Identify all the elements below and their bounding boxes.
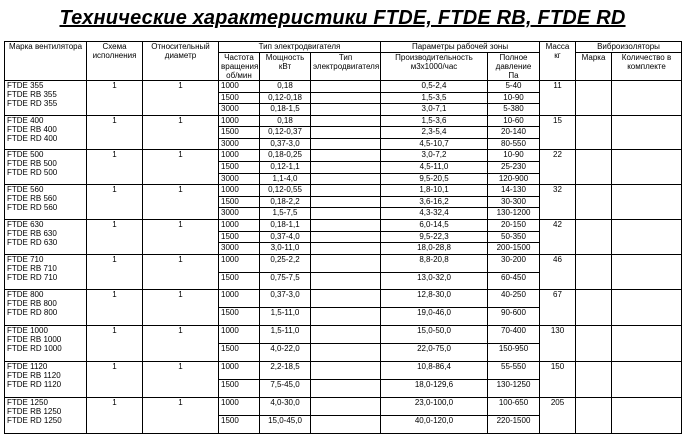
header-capacity: Производительность м3х1000/час (381, 53, 488, 81)
vibro-brand-cell (576, 397, 612, 433)
model-name: FTDE 1000 (7, 326, 48, 336)
table-row (5, 397, 682, 415)
motor-type-cell (311, 127, 381, 139)
vibro-brand-cell (576, 219, 612, 254)
power-cell: 0,12-0,18 (260, 92, 311, 104)
capacity-cell: 4,5-11,0 (381, 162, 488, 174)
capacity-cell: 15,0-50,0 (381, 326, 488, 344)
mass-cell: 67 (540, 290, 576, 326)
table-row (5, 185, 682, 197)
pressure-cell: 20-140 (488, 127, 540, 139)
header-vibro-quantity: Количество в комплекте (612, 53, 682, 81)
table-body (5, 81, 682, 434)
rotation-speed-cell: 1500 (219, 380, 260, 398)
diameter-cell: 1 (143, 219, 219, 254)
header-work-zone-group: Параметры рабочей зоны (381, 42, 540, 53)
power-cell: 0,12-1,1 (260, 162, 311, 174)
header-vibro-group: Виброизоляторы (576, 42, 682, 53)
pressure-cell: 20-150 (488, 219, 540, 231)
pressure-cell: 40-250 (488, 290, 540, 308)
model-name: FTDE RB 1250 (7, 406, 62, 416)
power-cell: 0,12-0,37 (260, 127, 311, 139)
pressure-cell: 80-550 (488, 138, 540, 150)
motor-type-cell (311, 397, 381, 415)
rotation-speed-cell: 1500 (219, 308, 260, 326)
capacity-cell: 9,5-20,5 (381, 173, 488, 185)
capacity-cell: 0,5-2,4 (381, 81, 488, 93)
model-name: FTDE RD 355 (7, 99, 58, 108)
pressure-cell: 150-950 (488, 344, 540, 362)
power-cell: 0,37-3,0 (260, 138, 311, 150)
table-row (5, 81, 682, 93)
motor-type-cell (311, 150, 381, 162)
pressure-cell: 130-1200 (488, 208, 540, 220)
motor-type-cell (311, 380, 381, 398)
power-cell: 4,0-30,0 (260, 397, 311, 415)
rotation-speed-cell: 1000 (219, 326, 260, 344)
capacity-cell: 1,5-3,6 (381, 115, 488, 127)
pressure-cell: 200-1500 (488, 243, 540, 255)
motor-type-cell (311, 185, 381, 197)
model-cell (5, 185, 87, 220)
motor-type-cell (311, 415, 381, 433)
rotation-speed-cell: 1000 (219, 362, 260, 380)
vibro-quantity-cell (612, 326, 682, 362)
vibro-brand-cell (576, 290, 612, 326)
diameter-cell: 1 (143, 254, 219, 290)
rotation-speed-cell: 1500 (219, 92, 260, 104)
capacity-cell: 3,0-7,2 (381, 150, 488, 162)
power-cell: 0,18-1,1 (260, 219, 311, 231)
capacity-cell: 10,8-86,4 (381, 362, 488, 380)
rotation-speed-cell: 1500 (219, 344, 260, 362)
scheme-cell: 1 (87, 397, 143, 433)
capacity-cell: 22,0-75,0 (381, 344, 488, 362)
motor-type-cell (311, 196, 381, 208)
table-row (5, 219, 682, 231)
power-cell: 7,5-45,0 (260, 380, 311, 398)
model-name: FTDE RD 1120 (7, 380, 62, 390)
model-cell (5, 254, 87, 290)
model-cell (5, 362, 87, 398)
header-scheme: Схема исполнения (87, 42, 143, 81)
motor-type-cell (311, 254, 381, 272)
vibro-brand-cell (576, 115, 612, 150)
pressure-cell: 220-1500 (488, 415, 540, 433)
power-cell: 2,2-18,5 (260, 362, 311, 380)
diameter-cell: 1 (143, 150, 219, 185)
rotation-speed-cell: 1000 (219, 81, 260, 93)
motor-type-cell (311, 362, 381, 380)
mass-cell: 46 (540, 254, 576, 290)
vibro-quantity-cell (612, 115, 682, 150)
capacity-cell: 4,3-32,4 (381, 208, 488, 220)
model-name: FTDE 710 (7, 254, 44, 264)
mass-cell: 150 (540, 362, 576, 398)
motor-type-cell (311, 104, 381, 116)
model-name: FTDE RB 710 (7, 263, 57, 273)
header-relative-diameter: Относительный диаметр (143, 42, 219, 81)
rotation-speed-cell: 3000 (219, 104, 260, 116)
capacity-cell: 12,8-30,0 (381, 290, 488, 308)
model-name: FTDE 400 (7, 115, 44, 125)
capacity-cell: 13,0-32,0 (381, 272, 488, 290)
table-row (5, 254, 682, 272)
spec-table (4, 41, 682, 434)
model-cell (5, 150, 87, 185)
vibro-brand-cell (576, 150, 612, 185)
model-name: FTDE RD 560 (7, 203, 58, 213)
rotation-speed-cell: 3000 (219, 138, 260, 150)
capacity-cell: 18,0-129,6 (381, 380, 488, 398)
model-cell (5, 326, 87, 362)
rotation-speed-cell: 1500 (219, 415, 260, 433)
model-name: FTDE RD 500 (7, 168, 58, 178)
capacity-cell: 6,0-14,5 (381, 219, 488, 231)
pressure-cell: 90-600 (488, 308, 540, 326)
power-cell: 0,18 (260, 81, 311, 93)
power-cell: 0,25-2,2 (260, 254, 311, 272)
power-cell: 0,37-3,0 (260, 290, 311, 308)
motor-type-cell (311, 231, 381, 243)
rotation-speed-cell: 1000 (219, 219, 260, 231)
scheme-cell: 1 (87, 362, 143, 398)
mass-cell: 22 (540, 150, 576, 185)
diameter-cell: 1 (143, 326, 219, 362)
diameter-cell: 1 (143, 81, 219, 116)
motor-type-cell (311, 243, 381, 255)
model-name: FTDE 355 (7, 81, 44, 90)
power-cell: 1,5-11,0 (260, 308, 311, 326)
power-cell: 1,5-7,5 (260, 208, 311, 220)
mass-cell: 32 (540, 185, 576, 220)
header-mass: Масса кг (540, 42, 576, 81)
pressure-cell: 14-130 (488, 185, 540, 197)
capacity-cell: 40,0-120,0 (381, 415, 488, 433)
model-name: FTDE RB 500 (7, 159, 57, 169)
rotation-speed-cell: 1500 (219, 162, 260, 174)
pressure-cell: 25-230 (488, 162, 540, 174)
capacity-cell: 23,0-100,0 (381, 397, 488, 415)
table-row (5, 362, 682, 380)
power-cell: 3,0-11,0 (260, 243, 311, 255)
model-name: FTDE RB 1120 (7, 371, 61, 381)
vibro-brand-cell (576, 254, 612, 290)
mass-cell: 205 (540, 397, 576, 433)
capacity-cell: 1,8-10,1 (381, 185, 488, 197)
mass-cell: 15 (540, 115, 576, 150)
motor-type-cell (311, 326, 381, 344)
model-name: FTDE 630 (7, 219, 44, 229)
pressure-cell: 60-450 (488, 272, 540, 290)
model-name: FTDE RD 1250 (7, 415, 62, 425)
power-cell: 0,18 (260, 115, 311, 127)
scheme-cell: 1 (87, 185, 143, 220)
rotation-speed-cell: 1500 (219, 231, 260, 243)
rotation-speed-cell: 3000 (219, 208, 260, 220)
header-power: Мощность кВт (260, 53, 311, 81)
vibro-quantity-cell (612, 150, 682, 185)
model-name: FTDE RD 630 (7, 237, 58, 247)
header-rotation-speed: Частота вращения об/мин (219, 53, 260, 81)
pressure-cell: 120-900 (488, 173, 540, 185)
power-cell: 0,37-4,0 (260, 231, 311, 243)
capacity-cell: 4,5-10,7 (381, 138, 488, 150)
vibro-brand-cell (576, 81, 612, 116)
rotation-speed-cell: 1000 (219, 185, 260, 197)
vibro-brand-cell (576, 326, 612, 362)
vibro-quantity-cell (612, 290, 682, 326)
model-name: FTDE RB 400 (7, 124, 57, 134)
power-cell: 15,0-45,0 (260, 415, 311, 433)
motor-type-cell (311, 344, 381, 362)
motor-type-cell (311, 308, 381, 326)
vibro-quantity-cell (612, 397, 682, 433)
model-name: FTDE 800 (7, 290, 44, 300)
power-cell: 0,18-1,5 (260, 104, 311, 116)
vibro-brand-cell (576, 362, 612, 398)
pressure-cell: 100-650 (488, 397, 540, 415)
power-cell: 0,18-2,2 (260, 196, 311, 208)
mass-cell: 11 (540, 81, 576, 116)
model-name: FTDE 1120 (7, 362, 48, 372)
diameter-cell: 1 (143, 290, 219, 326)
capacity-cell: 1,5-3,5 (381, 92, 488, 104)
table-row (5, 115, 682, 127)
motor-type-cell (311, 138, 381, 150)
header-model: Марка вентилятора (5, 42, 87, 81)
model-name: FTDE RB 560 (7, 194, 57, 204)
mass-cell: 130 (540, 326, 576, 362)
vibro-quantity-cell (612, 219, 682, 254)
capacity-cell: 8,8-20,8 (381, 254, 488, 272)
scheme-cell: 1 (87, 150, 143, 185)
model-cell (5, 219, 87, 254)
capacity-cell: 3,6-16,2 (381, 196, 488, 208)
rotation-speed-cell: 1000 (219, 397, 260, 415)
model-name: FTDE RB 630 (7, 228, 57, 238)
rotation-speed-cell: 1000 (219, 254, 260, 272)
rotation-speed-cell: 1500 (219, 196, 260, 208)
scheme-cell: 1 (87, 254, 143, 290)
motor-type-cell (311, 208, 381, 220)
power-cell: 0,75-7,5 (260, 272, 311, 290)
model-cell (5, 81, 87, 116)
power-cell: 1,5-11,0 (260, 326, 311, 344)
model-name: FTDE RD 1000 (7, 344, 62, 354)
pressure-cell: 10-90 (488, 92, 540, 104)
power-cell: 1,1-4,0 (260, 173, 311, 185)
diameter-cell: 1 (143, 185, 219, 220)
model-name: FTDE RB 1000 (7, 335, 62, 345)
table-row (5, 326, 682, 344)
scheme-cell: 1 (87, 81, 143, 116)
pressure-cell: 10-60 (488, 115, 540, 127)
motor-type-cell (311, 173, 381, 185)
pressure-cell: 30-300 (488, 196, 540, 208)
vibro-brand-cell (576, 185, 612, 220)
table-row (5, 290, 682, 308)
pressure-cell: 55-550 (488, 362, 540, 380)
diameter-cell: 1 (143, 115, 219, 150)
diameter-cell: 1 (143, 397, 219, 433)
motor-type-cell (311, 92, 381, 104)
model-cell (5, 397, 87, 433)
rotation-speed-cell: 1500 (219, 272, 260, 290)
pressure-cell: 70-400 (488, 326, 540, 344)
model-name: FTDE 1250 (7, 397, 48, 407)
scheme-cell: 1 (87, 326, 143, 362)
rotation-speed-cell: 1000 (219, 290, 260, 308)
power-cell: 0,12-0,55 (260, 185, 311, 197)
header-vibro-brand: Марка (576, 53, 612, 81)
pressure-cell: 30-200 (488, 254, 540, 272)
model-name: FTDE RD 400 (7, 133, 58, 143)
rotation-speed-cell: 1000 (219, 150, 260, 162)
motor-type-cell (311, 272, 381, 290)
capacity-cell: 3,0-7,1 (381, 104, 488, 116)
capacity-cell: 19,0-46,0 (381, 308, 488, 326)
pressure-cell: 130-1250 (488, 380, 540, 398)
scheme-cell: 1 (87, 219, 143, 254)
table-row (5, 150, 682, 162)
header-motor-type: Тип электродвигателя (311, 53, 381, 81)
pressure-cell: 5-40 (488, 81, 540, 93)
table-header (5, 42, 682, 81)
diameter-cell: 1 (143, 362, 219, 398)
pressure-cell: 50-350 (488, 231, 540, 243)
scheme-cell: 1 (87, 115, 143, 150)
model-name: FTDE RB 355 (7, 90, 57, 99)
model-name: FTDE RB 800 (7, 299, 57, 309)
power-cell: 4,0-22,0 (260, 344, 311, 362)
capacity-cell: 9,5-22,3 (381, 231, 488, 243)
model-name: FTDE RD 710 (7, 272, 58, 282)
header-full-pressure: Полное давление Па (488, 53, 540, 81)
pressure-cell: 5-380 (488, 104, 540, 116)
vibro-quantity-cell (612, 81, 682, 116)
vibro-quantity-cell (612, 362, 682, 398)
rotation-speed-cell: 3000 (219, 173, 260, 185)
motor-type-cell (311, 290, 381, 308)
model-name: FTDE 500 (7, 150, 44, 160)
motor-type-cell (311, 162, 381, 174)
motor-type-cell (311, 115, 381, 127)
rotation-speed-cell: 3000 (219, 243, 260, 255)
vibro-quantity-cell (612, 185, 682, 220)
rotation-speed-cell: 1500 (219, 127, 260, 139)
model-name: FTDE 560 (7, 185, 44, 195)
motor-type-cell (311, 219, 381, 231)
scheme-cell: 1 (87, 290, 143, 326)
motor-type-cell (311, 81, 381, 93)
pressure-cell: 10-90 (488, 150, 540, 162)
model-cell (5, 290, 87, 326)
capacity-cell: 2,3-5,4 (381, 127, 488, 139)
capacity-cell: 18,0-28,8 (381, 243, 488, 255)
model-name: FTDE RD 800 (7, 308, 58, 318)
vibro-quantity-cell (612, 254, 682, 290)
rotation-speed-cell: 1000 (219, 115, 260, 127)
power-cell: 0,18-0,25 (260, 150, 311, 162)
model-cell (5, 115, 87, 150)
header-motor-type-group: Тип электродвигателя (219, 42, 381, 53)
page-title: Технические характеристики FTDE, FTDE RB, FTDE RD (59, 7, 626, 29)
mass-cell: 42 (540, 219, 576, 254)
